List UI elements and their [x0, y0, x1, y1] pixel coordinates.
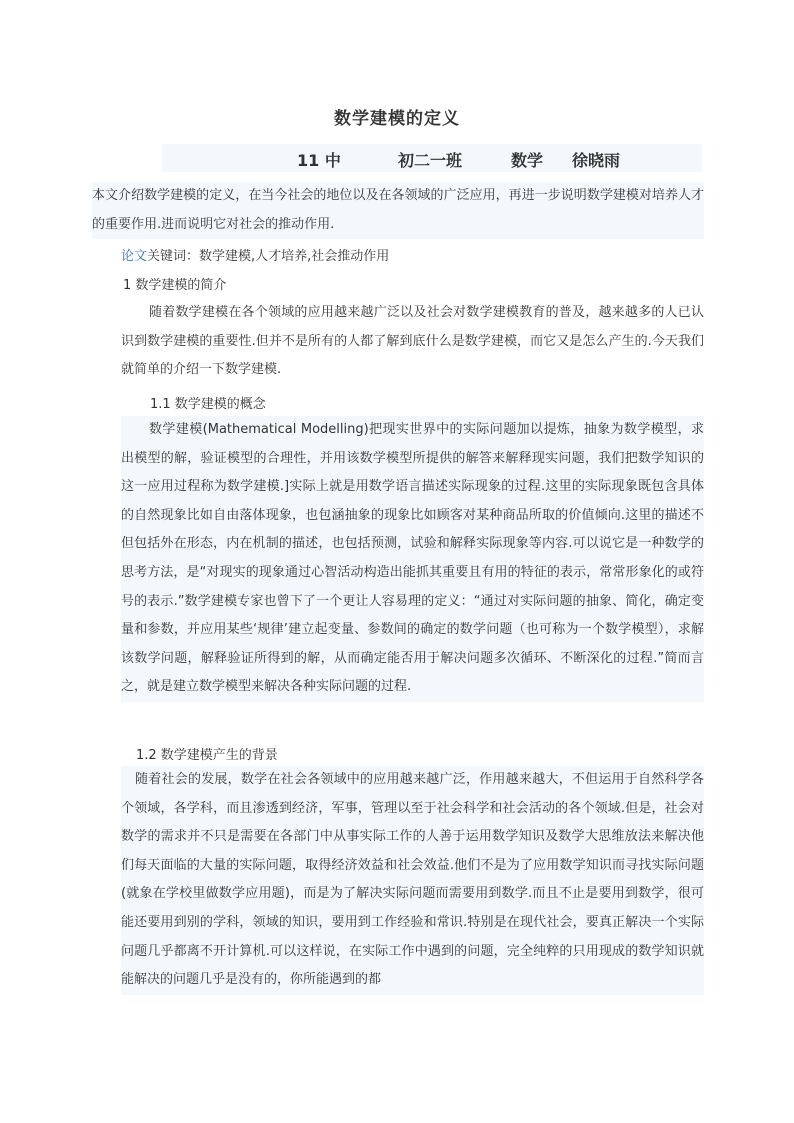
section1-heading: 1 数学建模的简介	[123, 278, 227, 293]
author-class: 初二一班	[398, 151, 463, 170]
document-title: 数学建模的定义	[334, 109, 460, 129]
keywords-prefix-link[interactable]: 论文	[121, 249, 148, 264]
author-name: 徐晓雨	[572, 151, 621, 170]
section12-paragraph: 随着社会的发展，数学在社会各领域中的应用越来越广泛，作用越来越大，不但运用于自然科学各个领域，各学科，而且渗透到经济，军事，管理以至于社会科学和社会活动的各个领域.但是，社会对数学的需求并不只是需要在各部门中从事实际工作的人善于运用数学知识及数学大思维放法来解决他们每天面临的大量的实际问题，取得经济效益和社会效益.他们不是为了应用数学知识而寻找实际问题(就象在学校里做数学应用题)，而是为了解决实际问题而需要用到数学.而且不止是要用到数学，很可能还要用到别的学科，领域的知识，要用到工作经验和常识.特别是在现代社会，要真正解决一个实际问题几乎都离不开计算机.可以这样说，在实际工作中遇到的问题，完全纯粹的只用现成的数学知识就能解决的问题几乎是没有的，你所能遇到的都	[121, 766, 704, 995]
author-school: 11 中	[297, 151, 341, 170]
keywords-text: 关键词：数学建模,人才培养,社会推动作用	[147, 249, 390, 264]
abstract-paragraph: 本文介绍数学建模的定义，在当今社会的地位以及在各领域的广泛应用，再进一步说明数学建模对培养人才的重要作用.进而说明它对社会的推动作用.	[92, 182, 704, 239]
section11-paragraph: 数学建模(Mathematical Modelling)把现实世界中的实际问题加以提炼，抽象为数学模型，求出模型的解，验证模型的合理性，并用该数学模型所提供的解答来解释现实问题，我们把数学知识的这一应用过程称为数学建模.]实际上就是用数学语言描述实际现象的过程.这里的实际现象既包含具体的自然现象比如自由落体现象，也包涵抽象的现象比如顾客对某种商品所取的价值倾向.这里的描述不但包括外在形态，内在机制的描述，也包括预测，试验和解释实际现象等内容.可以说它是一种数学的思考方法，是“对现实的现象通过心智活动构造出能抓其重要且有用的特征的表示，常常形象化的或符号的表示.”数学建模专家也曾下了一个更让人容易理的定义：“通过对实际问题的抽象、简化，确定变量和参数，并应用某些‘规律’建立起变量、参数间的确定的数学问题（也可称为一个数学模型），求解该数学问题，解释验证所得到的解，从而确定能否用于解决问题多次循环、不断深化的过程.”简而言之，就是建立数学模型来解决各种实际问题的过程.	[121, 416, 704, 702]
section12-heading: 1.2 数学建模产生的背景	[136, 748, 278, 763]
section11-heading: 1.1 数学建模的概念	[150, 397, 266, 412]
keywords-line	[121, 245, 389, 264]
author-subject: 数学	[511, 151, 544, 170]
section1-paragraph: 随着数学建模在各个领域的应用越来越广泛以及社会对数学建模教育的普及，越来越多的人已认识到数学建模的重要性.但并不是所有的人都了解到底什么是数学建模，而它又是怎么产生的.今天我们就简单的介绍一下数学建模.	[121, 305, 704, 378]
author-line	[162, 144, 702, 172]
